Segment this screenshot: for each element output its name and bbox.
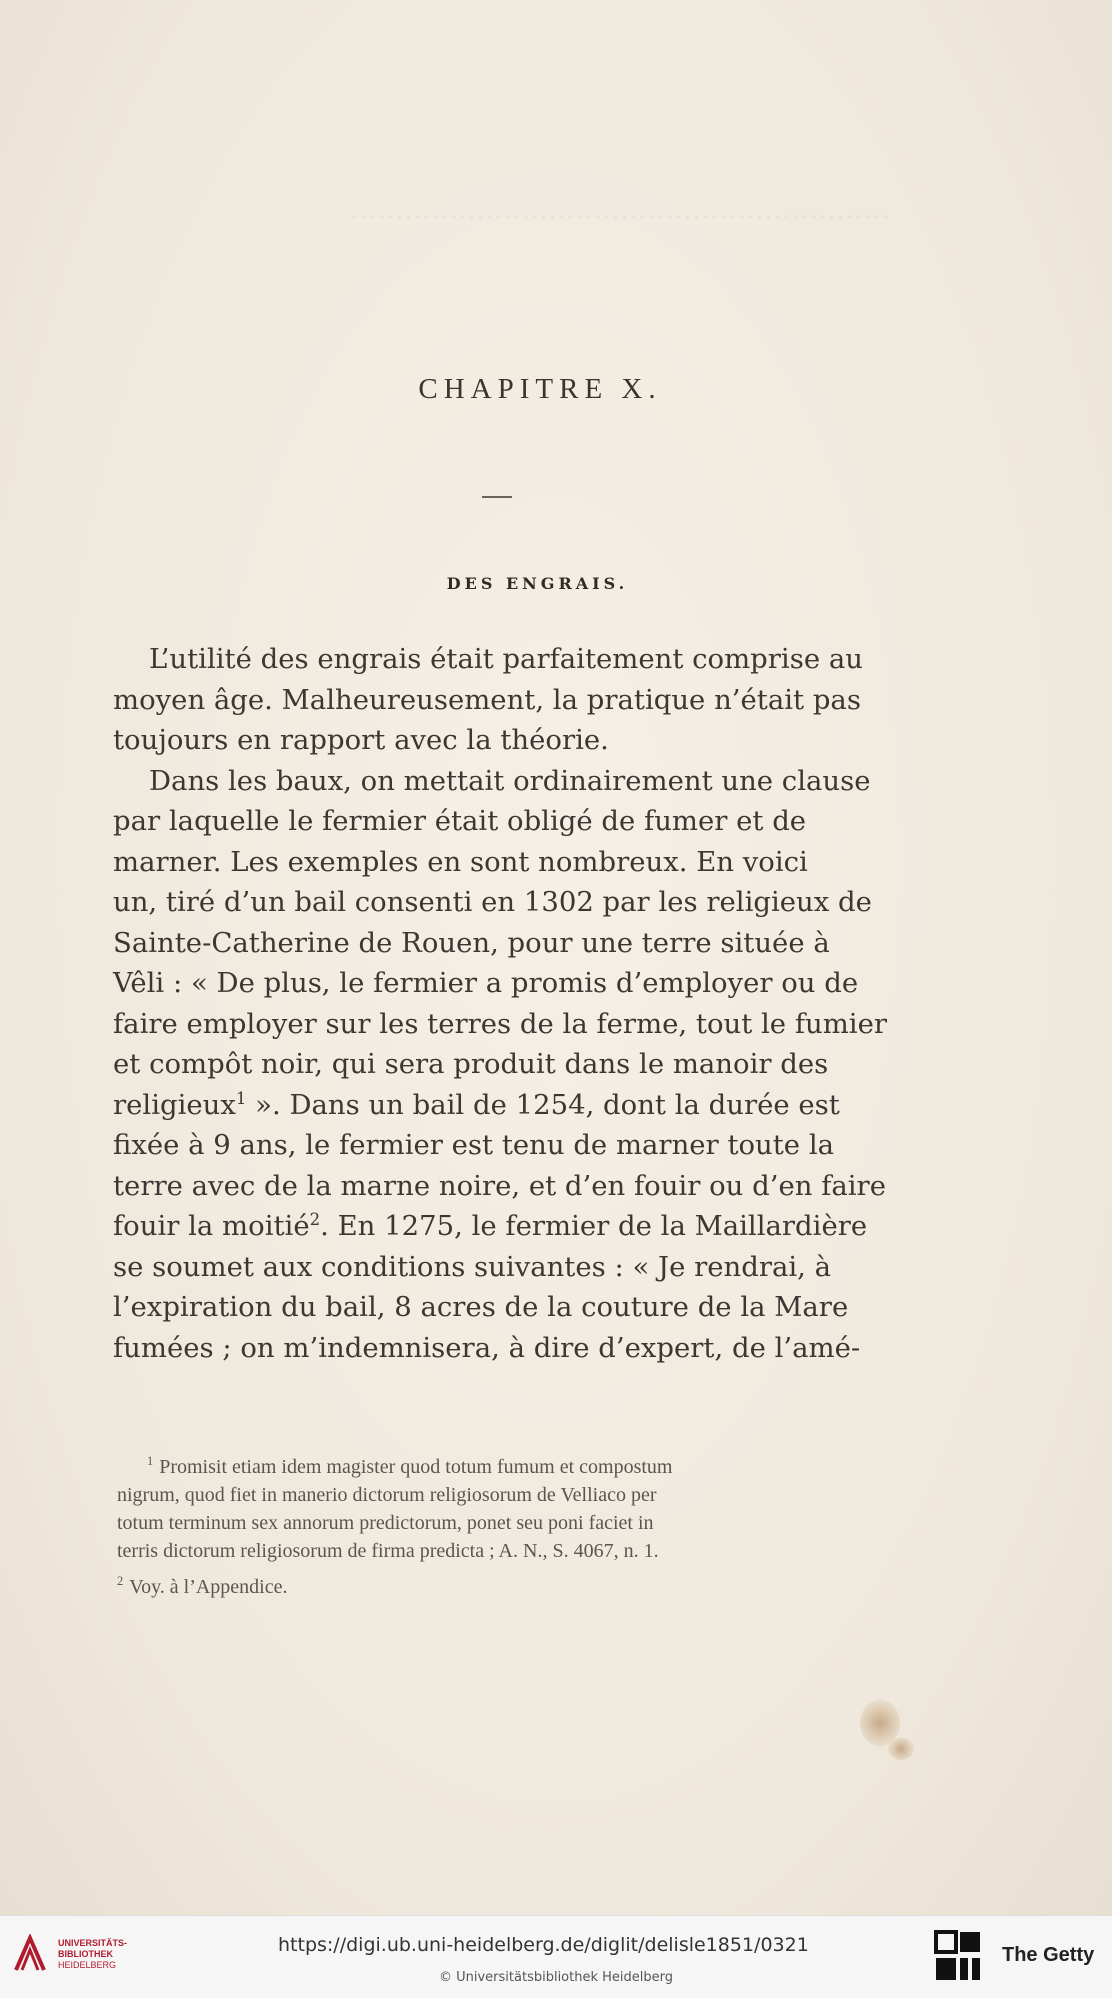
getty-logo-icon[interactable]	[934, 1930, 982, 1982]
body-line: marner. Les exemples en sont nombreux. En voici	[113, 845, 808, 878]
university-library-logo-icon[interactable]	[12, 1934, 48, 1974]
section-title: DES ENGRAIS.	[446, 574, 629, 593]
title-rule	[482, 496, 512, 498]
footnote-ref: 1	[235, 1088, 247, 1108]
footnotes	[117, 1453, 889, 1601]
permalink-url[interactable]: https://digi.ub.uni-heidelberg.de/diglit/delisle1851/0321	[278, 1934, 809, 1956]
footnote-line: $^2$ Voy. à l’Appendice.	[117, 1574, 288, 1598]
body-line: un, tiré d’un bail consenti en 1302 par les religieux de	[113, 886, 872, 918]
copyright-text: © Universitätsbibliothek Heidelberg	[438, 1970, 673, 1985]
body-line: moyen âge. Malheureusement, la pratique n’était pas	[113, 683, 861, 716]
body-line: terre avec de la marne noire, et d’en fouir ou d’en faire	[113, 1169, 886, 1202]
partner-name: The Getty	[1002, 1944, 1095, 1966]
body-line: se soumet aux conditions suivantes : « Je rendrai, à	[113, 1250, 832, 1283]
body-line: fouir la moitié$^2$. En 1275, le fermier de la Maillardière	[113, 1209, 868, 1242]
body-line: toujours en rapport avec la théorie.	[113, 724, 609, 756]
body-line: Sainte-Catherine de Rouen, pour une terre située à	[113, 926, 830, 959]
body-text	[113, 639, 888, 1368]
footnote-line: totum terminum sex annorum predictorum, ponet seu poni faciet in	[117, 1512, 654, 1534]
paper-stain	[888, 1738, 914, 1760]
footnote-line: $^1$ Promisit etiam idem magister quod totum fumum et compostum	[147, 1454, 673, 1478]
body-line: l’expiration du bail, 8 acres de la couture de la Mare	[113, 1291, 849, 1323]
bleed-through-text: ……………………………………………………	[350, 194, 890, 225]
body-line: fixée à 9 ans, le fermier est tenu de marner toute la	[113, 1129, 835, 1161]
footnote-line: terris dictorum religiosorum de firma predicta ; A. N., S. 4067, n. 1.	[117, 1540, 659, 1562]
body-line: fumées ; on m’indemnisera, à dire d’expert, de l’amé-	[113, 1331, 861, 1364]
body-line: et compôt noir, qui sera produit dans le manoir des	[113, 1048, 829, 1080]
viewer-footer	[0, 1915, 1112, 1998]
body-line: religieux$^1$ ». Dans un bail de 1254, dont la durée est	[113, 1088, 840, 1121]
body-line: faire employer sur les terres de la ferme, tout le fumier	[113, 1007, 888, 1040]
library-name: UNIVERSITÄTS- BIBLIOTHEK HEIDELBERG	[58, 1938, 128, 1970]
chapter-title: CHAPITRE X.	[418, 373, 662, 405]
footnote-line: nigrum, quod fiet in manerio dictorum religiosorum de Velliaco per	[117, 1484, 657, 1506]
body-line: Vêli : « De plus, le fermier a promis d’employer ou de	[113, 967, 859, 999]
body-line: L’utilité des engrais était parfaitement comprise au	[149, 643, 863, 675]
footnote-ref: 2	[309, 1209, 321, 1229]
body-line: Dans les baux, on mettait ordinairement une clause	[149, 764, 871, 797]
body-line: par laquelle le fermier était obligé de fumer et de	[113, 805, 807, 837]
